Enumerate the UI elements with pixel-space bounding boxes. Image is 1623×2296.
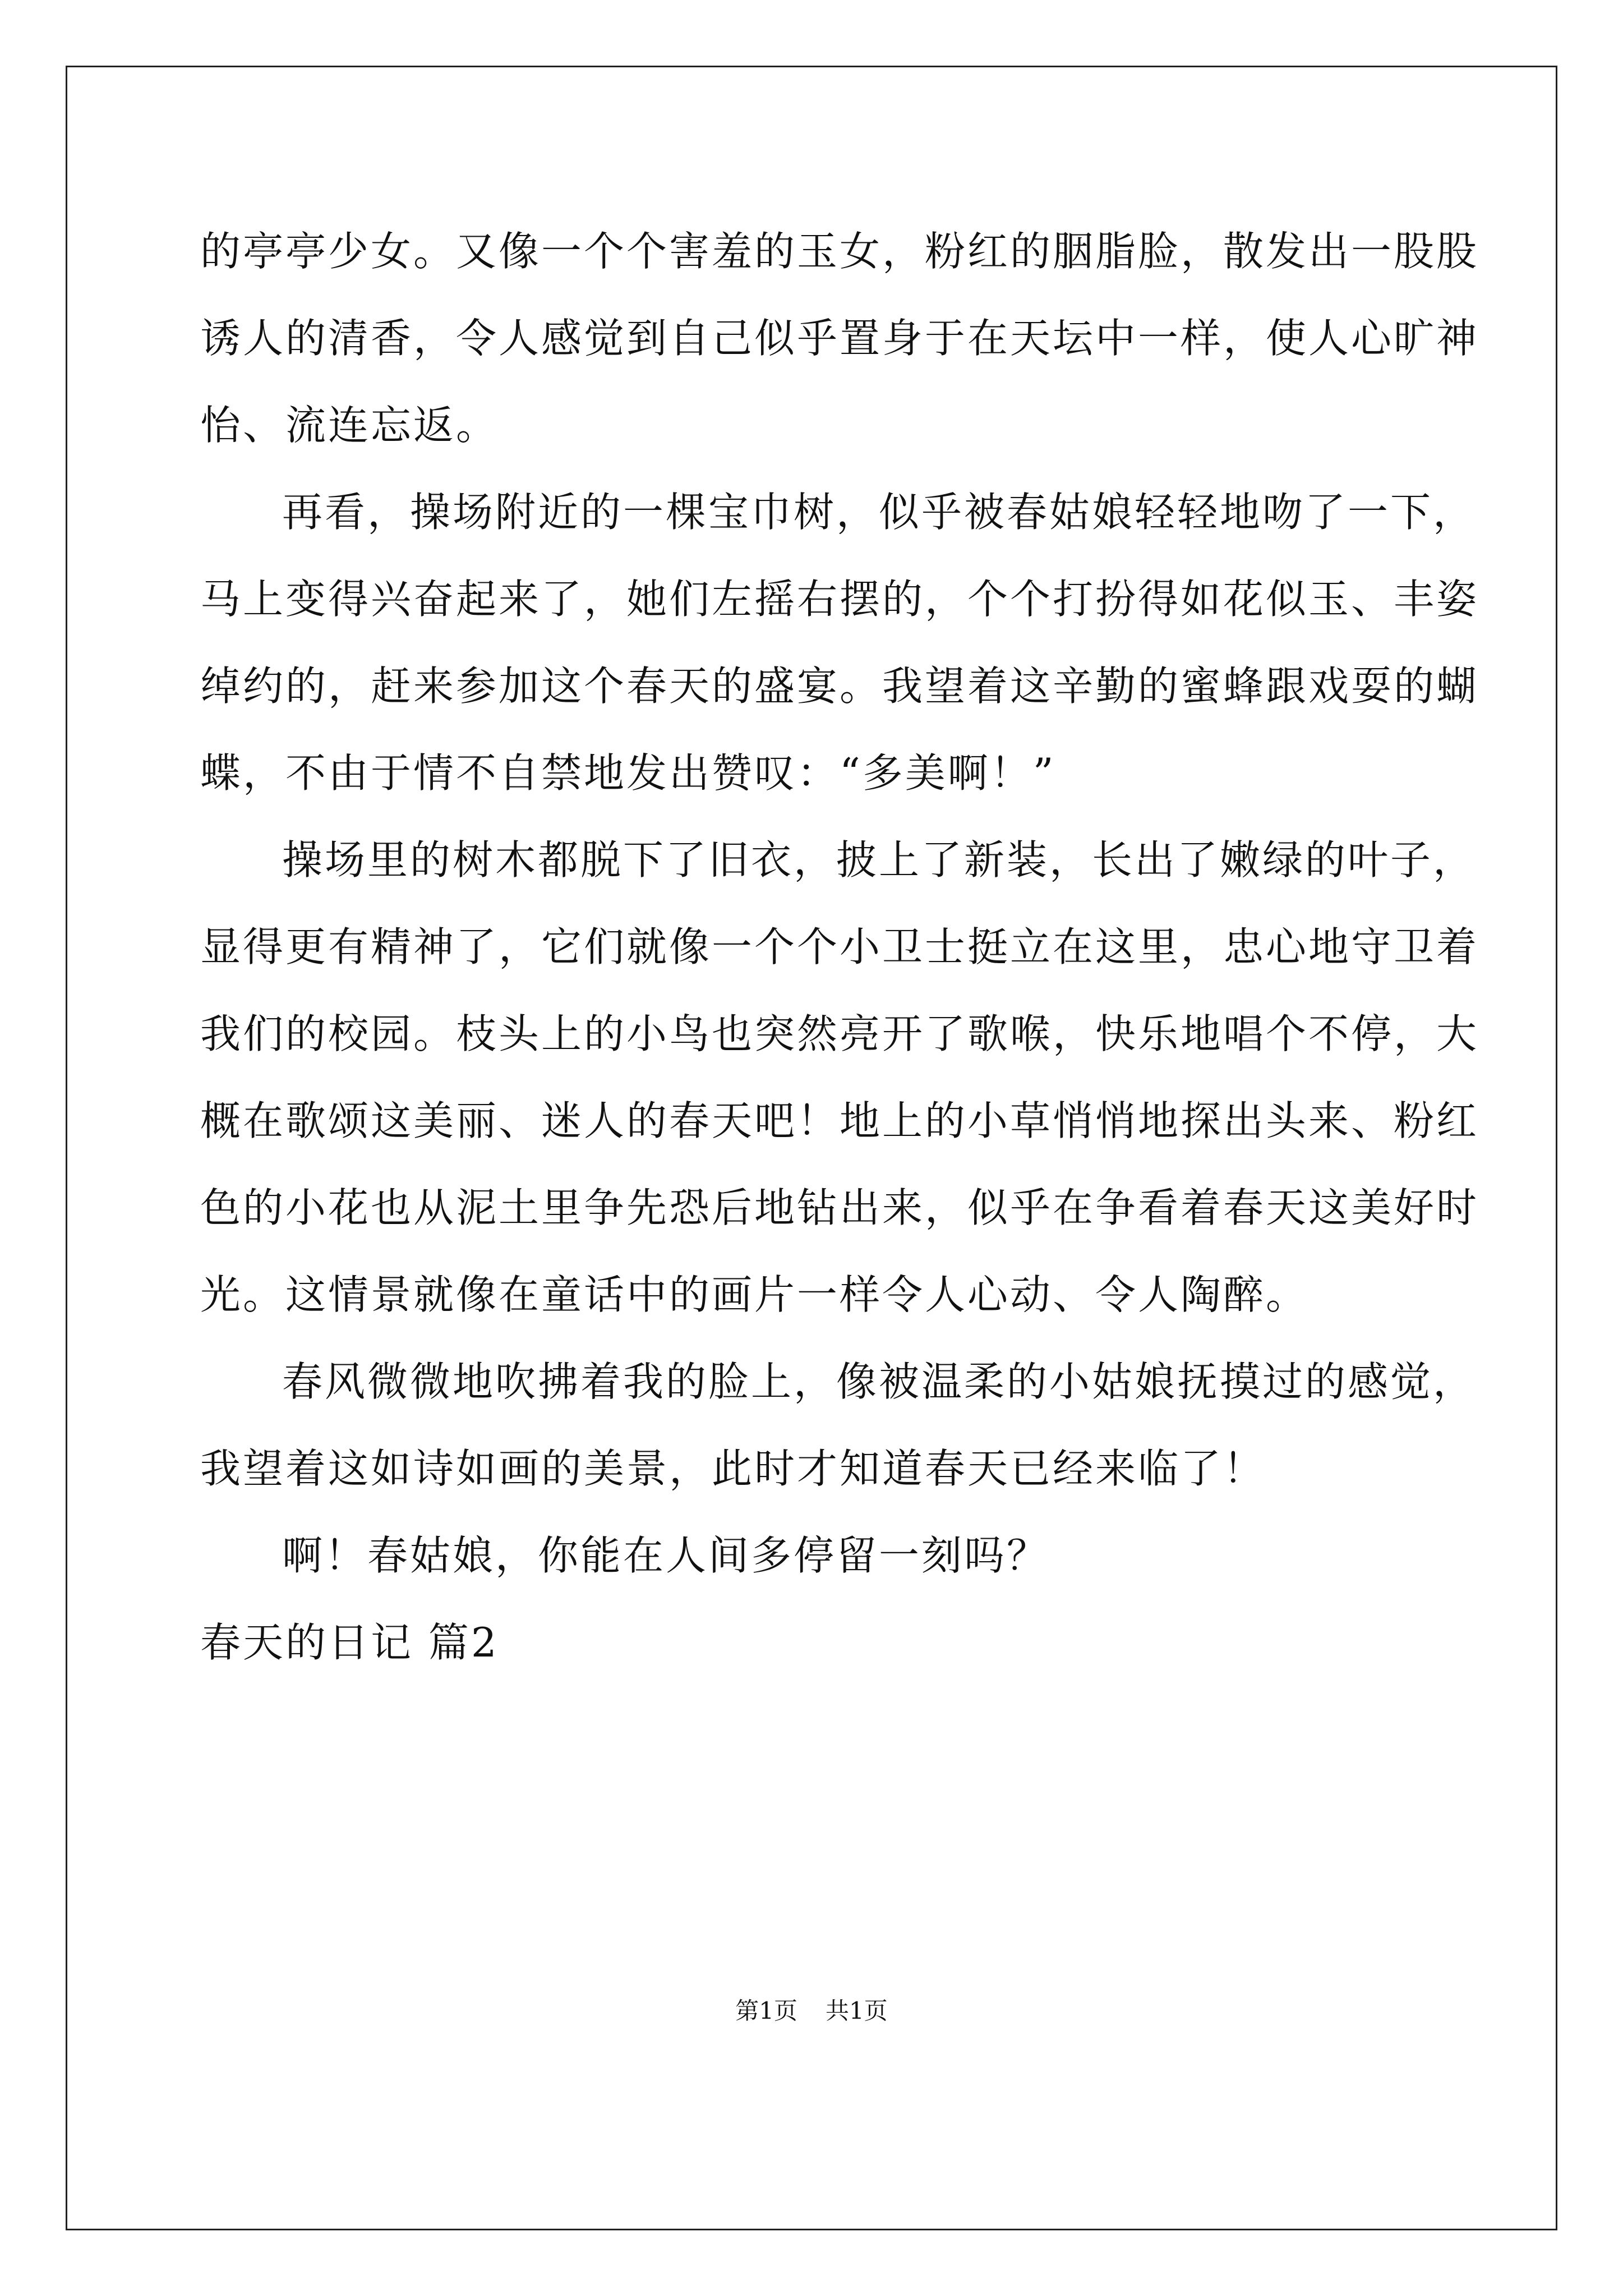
text-line: 光。这情景就像在童话中的画片一样令人心动、令人陶醉。: [200, 1271, 1309, 1318]
text-line: 我们的校园。枝头上的小鸟也突然亮开了歌喉，快乐地唱个不停，大: [200, 1010, 1479, 1057]
page-total: 共1页: [826, 1997, 888, 2024]
text-line: 我望着这如诗如画的美景，此时才知道春天已经来临了！: [200, 1445, 1266, 1492]
text-line: 马上变得兴奋起来了，她们左摇右摆的，个个打扮得如花似玉、丰姿: [200, 576, 1479, 623]
text-line: 显得更有精神了，它们就像一个个小卫士挺立在这里，忠心地守卫着: [200, 923, 1479, 970]
paragraph-start-line: 再看，操场附近的一棵宝巾树，似乎被春姑娘轻轻地吻了一下，: [282, 489, 1476, 536]
paragraph-start-line: 春风微微地吹拂着我的脸上，像被温柔的小姑娘抚摸过的感觉，: [282, 1358, 1476, 1405]
paragraph-start-line: 操场里的树木都脱下了旧衣，披上了新装，长出了嫩绿的叶子，: [282, 836, 1476, 884]
text-line: 蝶，不由于情不自禁地发出赞叹：“多美啊！”: [200, 749, 1056, 797]
section-heading: 春天的日记 篇2: [200, 1619, 499, 1666]
page-footer: [0, 1994, 1623, 2028]
text-line: 怡、流连忘返。: [200, 402, 499, 449]
text-line: 色的小花也从泥土里争先恐后地钻出来，似乎在争看着春天这美好时: [200, 1184, 1479, 1231]
text-line: 概在歌颂这美丽、迷人的春天吧！地上的小草悄悄地探出头来、粉红: [200, 1097, 1479, 1144]
paragraph-start-line: 啊！春姑娘，你能在人间多停留一刻吗？: [282, 1532, 1050, 1579]
text-line: 的亭亭少女。又像一个个害羞的玉女，粉红的胭脂脸，散发出一股股: [200, 228, 1479, 275]
text-line: 诱人的清香，令人感觉到自己似乎置身于在天坛中一样，使人心旷神: [200, 315, 1479, 362]
page-number: 第1页: [735, 1997, 797, 2024]
text-line: 绰约的，赶来参加这个春天的盛宴。我望着这辛勤的蜜蜂跟戏耍的蝴: [200, 662, 1479, 710]
